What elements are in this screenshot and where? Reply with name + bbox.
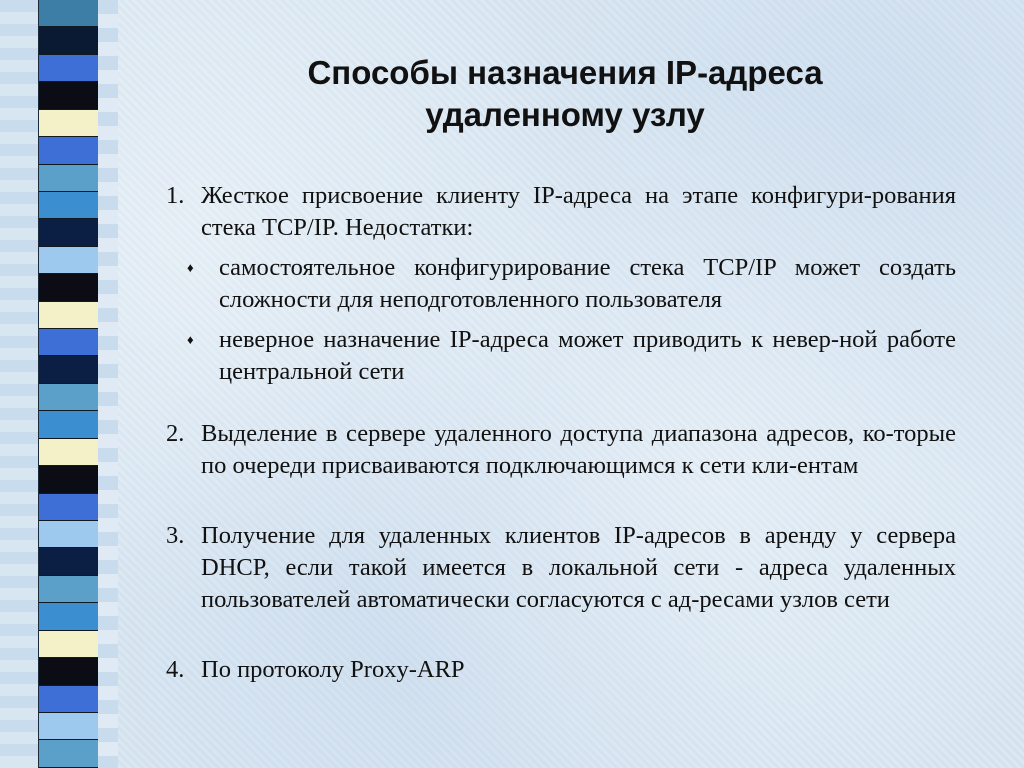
list-item-text: Жесткое присвоение клиенту IP-адреса на этапе конфигури-рования стека TCP/IP. Недостатки:: [201, 182, 956, 241]
list-item-number: 2.: [166, 420, 185, 447]
strip-block: [39, 137, 99, 164]
strip-block: [39, 0, 99, 27]
list-item-number: 1.: [166, 182, 185, 209]
strip-block: [39, 274, 99, 301]
strip-block: [39, 82, 99, 109]
sub-item-2: [187, 324, 956, 388]
slide-title-line-1: Способы назначения IP-адреса: [307, 54, 823, 91]
slide-content: [166, 180, 956, 686]
strip-block: [39, 55, 99, 82]
strip-block: [39, 576, 99, 603]
strip-block: [39, 247, 99, 274]
strip-block: [39, 494, 99, 521]
strip-block: [39, 713, 99, 740]
sub-item-text: неверное назначение IP-адреса может приводить к невер-ной работе центральной сети: [219, 326, 956, 385]
list-item-4: [166, 654, 956, 686]
list-item-text: Выделение в сервере удаленного доступа диапазона адресов, ко-торые по очереди присваиваются подключающимся к сети кли-ентам: [201, 420, 956, 479]
strip-block: [39, 603, 99, 630]
strip-color-blocks: [38, 0, 100, 768]
strip-block: [39, 521, 99, 548]
strip-background-right: [98, 0, 118, 768]
list-item-2: [166, 418, 956, 482]
strip-block: [39, 110, 99, 137]
list-item-1: [166, 180, 956, 388]
strip-block: [39, 192, 99, 219]
strip-block: [39, 631, 99, 658]
strip-block: [39, 686, 99, 713]
sub-item-text: самостоятельное конфигурирование стека TCP/IP может создать сложности для неподготовленного пользователя: [219, 254, 956, 313]
strip-block: [39, 384, 99, 411]
list-item-number: 3.: [166, 522, 185, 549]
list-item-number: 4.: [166, 656, 185, 683]
strip-block: [39, 165, 99, 192]
strip-block: [39, 356, 99, 383]
strip-block: [39, 658, 99, 685]
slide-title: [130, 52, 1000, 136]
sub-item-1: [187, 252, 956, 316]
list-item-3: [166, 520, 956, 616]
strip-block: [39, 219, 99, 246]
slide-title-line-2: удаленному узлу: [425, 96, 705, 133]
diamond-bullet-icon: ♦: [187, 260, 194, 275]
list-item-text: По протоколу Proxy-ARP: [201, 656, 465, 683]
diamond-bullet-icon: ♦: [187, 332, 194, 347]
strip-block: [39, 411, 99, 438]
strip-block: [39, 302, 99, 329]
strip-block: [39, 740, 99, 767]
strip-block: [39, 329, 99, 356]
strip-block: [39, 548, 99, 575]
list-item-text: Получение для удаленных клиентов IP-адресов в аренду у сервера DHCP, если такой имеется в локальной сети - адреса удаленных пользователей автоматически согласуются с ад-ресами узлов сети: [201, 522, 956, 613]
strip-block: [39, 466, 99, 493]
strip-block: [39, 27, 99, 54]
decorative-strip: [0, 0, 118, 768]
strip-block: [39, 439, 99, 466]
strip-background-left: [0, 0, 38, 768]
